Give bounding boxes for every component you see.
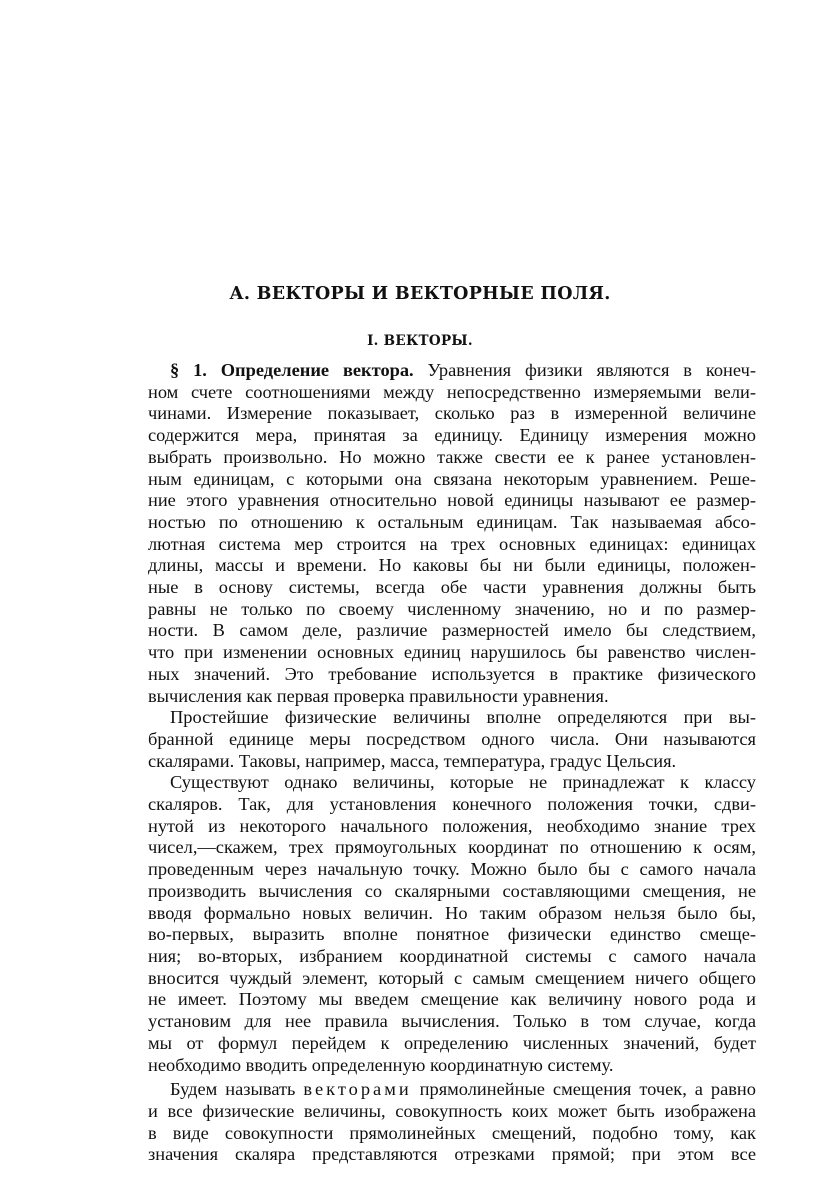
text-line: чинами. Измерение показывает, сколько раз в измеренной величине (148, 403, 756, 424)
paragraph-displacement (148, 772, 756, 1076)
text-line: что при изменении основных единиц нарушилось бы равенство числен- (148, 642, 756, 663)
text-line: лютная система мер строится на трех основных единицах: единицах (148, 533, 756, 554)
text-line: вычисления как первая проверка правильности уравнения. (148, 685, 609, 706)
text-line: скалярами. Таковы, например, масса, температура, градус Цельсия. (148, 750, 677, 771)
section-title: I. ВЕКТОРЫ. (367, 333, 473, 349)
text-line: ния; во-вторых, избранием координатной системы с самого начала (148, 945, 756, 966)
chapter-title: А. ВЕКТОРЫ И ВЕКТОРНЫЕ ПОЛЯ. (229, 284, 611, 304)
text-line: в виде совокупности прямолинейных смещений, подобно тому, как (148, 1122, 756, 1143)
text-line: содержится мера, принятая за единицу. Единицу измерения можно (148, 425, 756, 446)
text-line: ние этого уравнения относительно новой единицы называют ее размер- (148, 490, 756, 511)
text-line: § 1. Определение вектора. Уравнения физики являются в конеч- (170, 360, 756, 380)
text-line: длины, массы и времени. Но каковы бы ни были единицы, положен- (148, 555, 756, 576)
text-line: ным единицам, с которыми она связана некоторым уравнением. Реше- (148, 468, 756, 489)
text-line: необходимо вводить определенную координатную систему. (148, 1054, 614, 1075)
paragraph-scalars (148, 707, 756, 772)
paragraph-definition (148, 360, 756, 707)
text-line: равны не только по своему численному значению, но и по размер- (148, 598, 756, 619)
text-line: ности. В самом деле, различие размерностей имело бы следствием, (148, 620, 756, 641)
text-line: ном счете соотношениями между непосредственно измеряемыми вели- (148, 381, 756, 402)
text-line: бранной единице меры посредством одного числа. Они называются (148, 728, 756, 749)
text-line: вводя формально новых величин. Но таким образом нельзя было бы, (148, 902, 756, 923)
text-line: Существуют однако величины, которые не принадлежат к классу (170, 772, 756, 793)
paragraph-vectors (148, 1079, 756, 1166)
text-line: чисел,—скажем, трех прямоугольных координат по отношению к осям, (148, 837, 756, 858)
text-line: ные в основу системы, всегда обе части уравнения должны быть (148, 577, 756, 598)
text-line: не имеет. Поэтому мы введем смещение как величину нового рода и (148, 989, 756, 1010)
text-line: мы от формул перейдем к определению численных значений, будет (148, 1032, 756, 1053)
text-line: во-первых, выразить вполне понятное физически единство смеще- (148, 924, 756, 945)
text-line: Будем называть векторами прямолинейные смещения точек, а равно (170, 1079, 756, 1100)
text-line: и все физические величины, совокупность коих может быть изображена (148, 1100, 756, 1121)
section-heading: § 1. Определение вектора. (170, 360, 414, 380)
text-line: ностью по отношению к остальным единицам. Так называемая абсо- (148, 511, 756, 532)
text-line: вносится чуждый элемент, который с самым смещением ничего общего (148, 967, 756, 988)
text-line: нутой из некоторого начального положения, необходимо знание трех (148, 815, 756, 836)
text-line: ных значений. Это требование используется в практике физического (148, 663, 756, 684)
text-line: выбрать произвольно. Но можно также свести ее к ранее установлен- (148, 446, 756, 467)
emphasized-term: векторами (303, 1079, 412, 1100)
text-line: скаляров. Так, для установления конечного положения точки, сдви- (148, 794, 756, 815)
text-line: значения скаляра представляются отрезками прямой; при этом все (148, 1144, 756, 1165)
text-line: Простейшие физические величины вполне определяются при вы- (170, 707, 756, 728)
text-line: производить вычисления со скалярными составляющими смещения, не (148, 880, 756, 901)
body-text (148, 360, 756, 1166)
text-line: установим для нее правила вычисления. Только в том случае, когда (148, 1011, 756, 1032)
text-line: проведенным через начальную точку. Можно было бы с самого начала (148, 859, 756, 880)
